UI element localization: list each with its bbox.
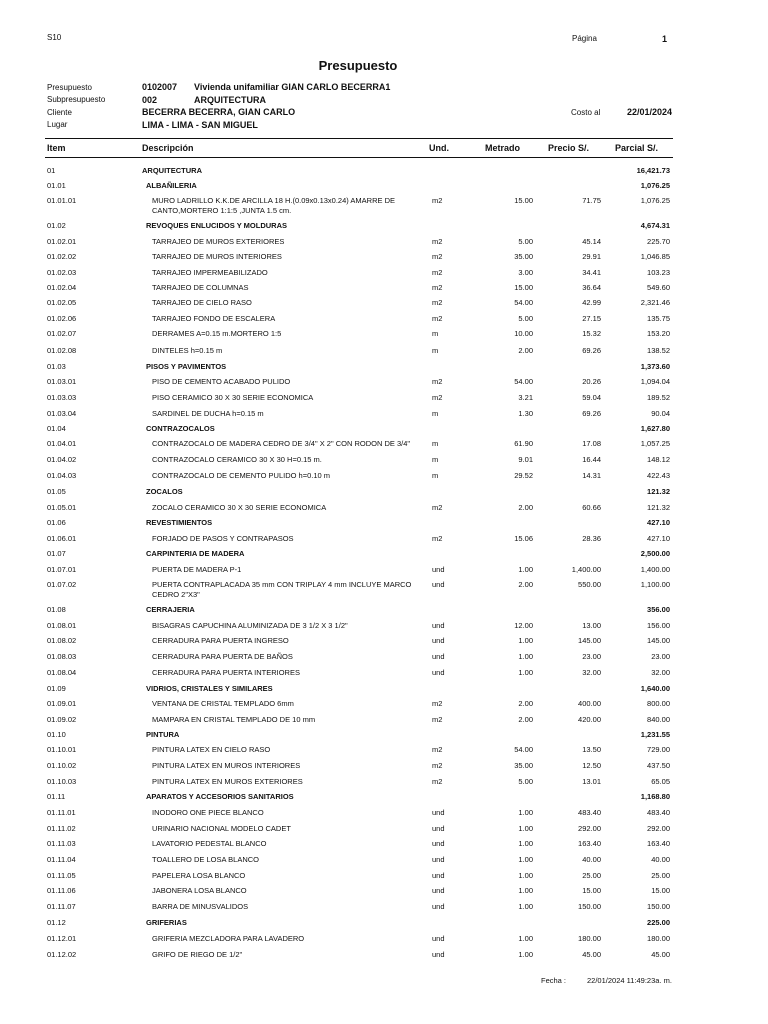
- row-metrado: 2.00: [518, 715, 533, 724]
- row-item-code: 01.01: [47, 181, 66, 190]
- row-metrado: 1.00: [518, 886, 533, 895]
- row-metrado: 35.00: [514, 761, 533, 770]
- row-item-code: 01.11.03: [47, 839, 76, 848]
- row-description: FORJADO DE PASOS Y CONTRAPASOS: [152, 534, 294, 543]
- lugar-label: Lugar: [47, 120, 68, 129]
- row-unit: m2: [432, 298, 443, 307]
- row-precio: 29.91: [582, 252, 601, 261]
- costo-label: Costo al: [571, 108, 601, 117]
- page-title: Presupuesto: [318, 58, 398, 73]
- row-item-code: 01.10.03: [47, 777, 77, 786]
- row-item-code: 01.08: [47, 605, 66, 614]
- row-parcial: 4,674.31: [640, 221, 670, 230]
- row-metrado: 15.00: [514, 283, 533, 292]
- row-parcial: 549.60: [647, 283, 670, 292]
- row-unit: m2: [432, 283, 443, 292]
- row-parcial: 1,094.04: [640, 377, 670, 386]
- row-parcial: 153.20: [647, 329, 670, 338]
- row-description: TARRAJEO DE MUROS INTERIORES: [152, 252, 282, 261]
- row-unit: und: [432, 839, 445, 848]
- row-metrado: 3.00: [518, 268, 533, 277]
- row-item-code: 01.02.07: [47, 329, 77, 338]
- row-unit: m2: [432, 196, 443, 205]
- row-parcial: 138.52: [647, 346, 670, 355]
- row-parcial: 2,321.46: [640, 298, 670, 307]
- row-precio: 420.00: [578, 715, 601, 724]
- row-description: GRIFO DE RIEGO DE 1/2": [152, 950, 243, 959]
- row-description: VIDRIOS, CRISTALES Y SIMILARES: [146, 684, 273, 693]
- row-item-code: 01.11.05: [47, 871, 76, 880]
- row-parcial: 150.00: [647, 902, 670, 911]
- row-item-code: 01.12.01: [47, 934, 77, 943]
- row-precio: 16.44: [582, 455, 601, 464]
- row-metrado: 1.00: [518, 950, 533, 959]
- row-description: BARRA DE MINUSVALIDOS: [152, 902, 249, 911]
- col-precio: Precio S/.: [548, 143, 590, 153]
- row-precio: 69.26: [582, 409, 601, 418]
- row-metrado: 5.00: [518, 237, 533, 246]
- row-parcial: 16,421.73: [636, 166, 670, 175]
- row-precio: 20.26: [582, 377, 601, 386]
- row-item-code: 01.11.02: [47, 824, 76, 833]
- row-unit: m2: [432, 761, 443, 770]
- subpresupuesto-name: ARQUITECTURA: [194, 95, 266, 105]
- row-parcial: 225.00: [647, 918, 670, 927]
- row-item-code: 01.07: [47, 549, 66, 558]
- row-parcial: 180.00: [647, 934, 670, 943]
- row-description: TARRAJEO DE MUROS EXTERIORES: [152, 237, 285, 246]
- row-parcial: 422.43: [647, 471, 670, 480]
- row-metrado: 61.90: [514, 439, 533, 448]
- row-metrado: 29.52: [514, 471, 533, 480]
- row-description: REVESTIMIENTOS: [146, 518, 213, 527]
- row-metrado: 1.00: [518, 871, 533, 880]
- row-description: CARPINTERIA DE MADERA: [146, 549, 245, 558]
- row-unit: und: [432, 636, 445, 645]
- row-item-code: 01.02.03: [47, 268, 77, 277]
- col-metrado: Metrado: [485, 143, 521, 153]
- row-parcial: 1,046.85: [640, 252, 670, 261]
- row-parcial: 103.23: [647, 268, 670, 277]
- row-item-code: 01.02.04: [47, 283, 77, 292]
- row-description: GRIFERIAS: [146, 918, 187, 927]
- row-parcial: 840.00: [647, 715, 670, 724]
- row-description: MAMPARA EN CRISTAL TEMPLADO DE 10 mm: [152, 715, 316, 724]
- row-precio: 45.14: [582, 237, 601, 246]
- row-item-code: 01.09.01: [47, 699, 77, 708]
- row-description: CONTRAZOCALO DE CEMENTO PULIDO h=0.10 m: [152, 471, 331, 480]
- row-item-code: 01.10.02: [47, 761, 77, 770]
- row-metrado: 54.00: [514, 745, 533, 754]
- row-description: SARDINEL DE DUCHA h=0.15 m: [152, 409, 264, 418]
- row-description: CONTRAZOCALO DE MADERA CEDRO DE 3/4" X 2" CON RODON DE 3/4": [152, 439, 411, 448]
- row-item-code: 01.12: [47, 918, 66, 927]
- row-unit: m: [432, 471, 439, 480]
- row-precio: 180.00: [578, 934, 601, 943]
- row-precio: 23.00: [582, 652, 601, 661]
- row-description: CERRADURA PARA PUERTA DE BAÑOS: [152, 652, 293, 661]
- row-metrado: 2.00: [518, 699, 533, 708]
- row-metrado: 1.00: [518, 808, 533, 817]
- cliente-value: BECERRA BECERRA, GIAN CARLO: [142, 107, 296, 117]
- row-precio: 14.31: [582, 471, 601, 480]
- row-precio: 45.00: [582, 950, 601, 959]
- row-description: PINTURA: [146, 730, 180, 739]
- row-item-code: 01: [47, 166, 56, 175]
- row-parcial: 1,168.80: [640, 792, 670, 801]
- row-metrado: 1.00: [518, 636, 533, 645]
- row-item-code: 01.06.01: [47, 534, 77, 543]
- row-unit: m2: [432, 377, 443, 386]
- row-metrado: 1.00: [518, 902, 533, 911]
- row-precio: 17.08: [582, 439, 601, 448]
- row-precio: 163.40: [578, 839, 601, 848]
- row-description: APARATOS Y ACCESORIOS SANITARIOS: [146, 792, 294, 801]
- row-unit: m: [432, 329, 439, 338]
- row-parcial: 121.32: [647, 487, 670, 496]
- row-precio: 40.00: [582, 855, 601, 864]
- row-precio: 27.15: [582, 314, 601, 323]
- row-precio: 25.00: [582, 871, 601, 880]
- row-parcial: 25.00: [651, 871, 670, 880]
- row-metrado: 1.00: [518, 824, 533, 833]
- presupuesto-label: Presupuesto: [47, 83, 92, 92]
- row-item-code: 01.06: [47, 518, 66, 527]
- row-description: ALBAÑILERIA: [146, 181, 197, 190]
- row-precio: 36.64: [582, 283, 601, 292]
- row-description: URINARIO NACIONAL MODELO CADET: [152, 824, 291, 833]
- row-item-code: 01.02.01: [47, 237, 77, 246]
- row-item-code: 01.07.01: [47, 565, 77, 574]
- row-item-code: 01.08.03: [47, 652, 77, 661]
- row-unit: m2: [432, 745, 443, 754]
- row-parcial: 15.00: [651, 886, 670, 895]
- row-precio: 292.00: [578, 824, 601, 833]
- row-parcial: 40.00: [651, 855, 670, 864]
- row-description: CONTRAZOCALO CERAMICO 30 X 30 H=0.15 m.: [152, 455, 322, 464]
- row-unit: m2: [432, 699, 443, 708]
- row-description: CERRADURA PARA PUERTA INTERIORES: [152, 668, 300, 677]
- row-description: TARRAJEO FONDO DE ESCALERA: [152, 314, 276, 323]
- row-item-code: 01.11: [47, 792, 66, 801]
- row-metrado: 1.00: [518, 668, 533, 677]
- row-parcial: 225.70: [647, 237, 670, 246]
- row-item-code: 01.02.06: [47, 314, 77, 323]
- row-precio: 12.50: [582, 761, 601, 770]
- row-unit: und: [432, 824, 445, 833]
- row-unit: m2: [432, 534, 443, 543]
- row-unit: m2: [432, 314, 443, 323]
- row-metrado: 1.30: [518, 409, 533, 418]
- row-description: MURO LADRILLO K.K.DE ARCILLA 18 H.(0.09x0.13x0.24) AMARRE DE CANTO,MORTERO 1:1:5 ,JUNTA 1.5 cm.: [152, 196, 396, 215]
- row-parcial: 32.00: [651, 668, 670, 677]
- row-metrado: 2.00: [518, 346, 533, 355]
- col-item: Item: [47, 143, 66, 153]
- col-und: Und.: [429, 143, 449, 153]
- row-metrado: 15.06: [514, 534, 533, 543]
- presupuesto-name: Vivienda unifamiliar GIAN CARLO BECERRA1: [194, 82, 391, 92]
- row-metrado: 2.00: [518, 580, 533, 589]
- row-precio: 15.32: [582, 329, 601, 338]
- row-item-code: 01.01.01: [47, 196, 77, 205]
- row-metrado: 1.00: [518, 934, 533, 943]
- row-metrado: 5.00: [518, 314, 533, 323]
- row-item-code: 01.03.03: [47, 393, 77, 402]
- row-description: TARRAJEO IMPERMEABILIZADO: [152, 268, 268, 277]
- row-parcial: 23.00: [651, 652, 670, 661]
- row-metrado: 54.00: [514, 298, 533, 307]
- row-description: PISOS Y PAVIMENTOS: [146, 362, 227, 371]
- row-parcial: 1,231.55: [640, 730, 670, 739]
- row-item-code: 01.08.01: [47, 621, 77, 630]
- row-parcial: 156.00: [647, 621, 670, 630]
- row-item-code: 01.11.01: [47, 808, 76, 817]
- row-metrado: 1.00: [518, 652, 533, 661]
- subpresupuesto-code: 002: [142, 95, 158, 105]
- row-precio: 400.00: [578, 699, 601, 708]
- row-parcial: 437.50: [647, 761, 670, 770]
- row-unit: m2: [432, 777, 443, 786]
- row-unit: m2: [432, 268, 443, 277]
- row-item-code: 01.12.02: [47, 950, 77, 959]
- row-precio: 1,400.00: [571, 565, 601, 574]
- costo-date: 22/01/2024: [627, 107, 673, 117]
- row-description: JABONERA LOSA BLANCO: [152, 886, 247, 895]
- row-item-code: 01.11.07: [47, 902, 76, 911]
- row-parcial: 1,640.00: [640, 684, 670, 693]
- row-precio: 13.50: [582, 745, 601, 754]
- page-number: 1: [662, 34, 668, 44]
- row-item-code: 01.11.04: [47, 855, 76, 864]
- row-description: TARRAJEO DE COLUMNAS: [152, 283, 249, 292]
- col-parcial: Parcial S/.: [615, 143, 659, 153]
- fecha-label: Fecha :: [541, 976, 567, 985]
- row-description: PUERTA CONTRAPLACADA 35 mm CON TRIPLAY 4 mm INCLUYE MARCO CEDRO 2"X3": [152, 580, 412, 599]
- row-precio: 150.00: [578, 902, 601, 911]
- row-description: BISAGRAS CAPUCHINA ALUMINIZADA DE 3 1/2 X 3 1/2": [152, 621, 348, 630]
- row-item-code: 01.03.01: [47, 377, 77, 386]
- row-unit: m2: [432, 237, 443, 246]
- row-precio: 69.26: [582, 346, 601, 355]
- row-item-code: 01.02.05: [47, 298, 77, 307]
- row-parcial: 1,100.00: [640, 580, 670, 589]
- row-parcial: 121.32: [647, 503, 670, 512]
- row-unit: und: [432, 950, 445, 959]
- row-parcial: 356.00: [647, 605, 670, 614]
- row-precio: 60.66: [582, 503, 601, 512]
- row-precio: 32.00: [582, 668, 601, 677]
- row-item-code: 01.07.02: [47, 580, 77, 589]
- row-unit: m2: [432, 715, 443, 724]
- row-description: PINTURA LATEX EN MUROS EXTERIORES: [152, 777, 303, 786]
- row-unit: und: [432, 855, 445, 864]
- row-metrado: 1.00: [518, 839, 533, 848]
- row-unit: m: [432, 346, 439, 355]
- row-description: VENTANA DE CRISTAL TEMPLADO 6mm: [152, 699, 294, 708]
- page-label: Página: [572, 34, 597, 43]
- row-metrado: 10.00: [514, 329, 533, 338]
- row-item-code: 01.03: [47, 362, 66, 371]
- row-description: GRIFERIA MEZCLADORA PARA LAVADERO: [152, 934, 305, 943]
- row-parcial: 1,627.80: [640, 424, 670, 433]
- row-metrado: 54.00: [514, 377, 533, 386]
- row-item-code: 01.02.02: [47, 252, 77, 261]
- row-description: INODORO ONE PIECE BLANCO: [152, 808, 264, 817]
- row-item-code: 01.02: [47, 221, 66, 230]
- row-parcial: 45.00: [651, 950, 670, 959]
- row-parcial: 1,076.25: [640, 181, 670, 190]
- row-parcial: 65.05: [651, 777, 670, 786]
- row-description: PUERTA DE MADERA P-1: [152, 565, 242, 574]
- row-precio: 13.01: [582, 777, 601, 786]
- row-item-code: 01.08.02: [47, 636, 77, 645]
- row-unit: m: [432, 409, 439, 418]
- row-item-code: 01.04: [47, 424, 66, 433]
- row-parcial: 1,373.60: [640, 362, 670, 371]
- row-metrado: 35.00: [514, 252, 533, 261]
- row-unit: m: [432, 455, 439, 464]
- row-parcial: 148.12: [647, 455, 670, 464]
- row-precio: 42.99: [582, 298, 601, 307]
- row-parcial: 90.04: [651, 409, 670, 418]
- row-parcial: 483.40: [647, 808, 670, 817]
- presupuesto-code: 0102007: [142, 82, 178, 92]
- row-parcial: 427.10: [647, 518, 670, 527]
- row-parcial: 2,500.00: [640, 549, 670, 558]
- col-descripcion: Descripción: [142, 143, 194, 153]
- row-parcial: 729.00: [647, 745, 670, 754]
- row-precio: 28.36: [582, 534, 601, 543]
- row-parcial: 1,057.25: [640, 439, 670, 448]
- row-description: CONTRAZOCALOS: [146, 424, 215, 433]
- row-parcial: 800.00: [647, 699, 670, 708]
- report-code: S10: [47, 33, 62, 42]
- row-description: ZOCALOS: [146, 487, 183, 496]
- row-description: DERRAMES A=0.15 m.MORTERO 1:5: [152, 329, 282, 338]
- row-description: PINTURA LATEX EN CIELO RASO: [152, 745, 271, 754]
- row-unit: und: [432, 902, 445, 911]
- row-metrado: 2.00: [518, 503, 533, 512]
- row-item-code: 01.03.04: [47, 409, 77, 418]
- row-item-code: 01.04.02: [47, 455, 77, 464]
- row-item-code: 01.09: [47, 684, 66, 693]
- row-precio: 34.41: [582, 268, 601, 277]
- row-unit: m2: [432, 503, 443, 512]
- row-precio: 550.00: [578, 580, 601, 589]
- row-item-code: 01.05: [47, 487, 66, 496]
- row-parcial: 427.10: [647, 534, 670, 543]
- row-unit: und: [432, 652, 445, 661]
- row-parcial: 163.40: [647, 839, 670, 848]
- row-item-code: 01.11.06: [47, 886, 76, 895]
- row-description: PISO CERAMICO 30 X 30 SERIE ECONOMICA: [152, 393, 314, 402]
- row-precio: 483.40: [578, 808, 601, 817]
- row-description: PAPELERA LOSA BLANCO: [152, 871, 246, 880]
- row-precio: 145.00: [578, 636, 601, 645]
- row-item-code: 01.04.03: [47, 471, 77, 480]
- row-unit: und: [432, 565, 445, 574]
- row-description: TARRAJEO DE CIELO RASO: [152, 298, 252, 307]
- row-metrado: 9.01: [518, 455, 533, 464]
- row-precio: 15.00: [582, 886, 601, 895]
- row-parcial: 292.00: [647, 824, 670, 833]
- row-unit: und: [432, 621, 445, 630]
- lugar-value: LIMA - LIMA - SAN MIGUEL: [142, 120, 258, 130]
- row-unit: m2: [432, 393, 443, 402]
- row-metrado: 3.21: [518, 393, 533, 402]
- row-parcial: 1,076.25: [640, 196, 670, 205]
- row-parcial: 135.75: [647, 314, 670, 323]
- row-unit: und: [432, 808, 445, 817]
- row-unit: und: [432, 886, 445, 895]
- row-description: TOALLERO DE LOSA BLANCO: [152, 855, 259, 864]
- fecha-value: 22/01/2024 11:49:23a. m.: [587, 976, 672, 985]
- row-description: ARQUITECTURA: [142, 166, 202, 175]
- row-metrado: 1.00: [518, 565, 533, 574]
- row-item-code: 01.04.01: [47, 439, 77, 448]
- row-metrado: 1.00: [518, 855, 533, 864]
- row-item-code: 01.02.08: [47, 346, 77, 355]
- row-precio: 71.75: [582, 196, 601, 205]
- cliente-label: Cliente: [47, 108, 72, 117]
- row-precio: 13.00: [582, 621, 601, 630]
- row-description: LAVATORIO PEDESTAL BLANCO: [152, 839, 267, 848]
- row-description: ZOCALO CERAMICO 30 X 30 SERIE ECONOMICA: [152, 503, 327, 512]
- subpresupuesto-label: Subpresupuesto: [47, 95, 106, 104]
- row-metrado: 5.00: [518, 777, 533, 786]
- row-description: DINTELES h=0.15 m: [152, 346, 223, 355]
- row-unit: m: [432, 439, 439, 448]
- row-parcial: 1,400.00: [640, 565, 670, 574]
- row-parcial: 145.00: [647, 636, 670, 645]
- row-precio: 59.04: [582, 393, 601, 402]
- row-description: CERRAJERIA: [146, 605, 195, 614]
- row-item-code: 01.05.01: [47, 503, 77, 512]
- row-unit: m2: [432, 252, 443, 261]
- row-description: PISO DE CEMENTO ACABADO PULIDO: [152, 377, 291, 386]
- row-unit: und: [432, 934, 445, 943]
- row-item-code: 01.10: [47, 730, 66, 739]
- row-parcial: 189.52: [647, 393, 670, 402]
- row-metrado: 15.00: [514, 196, 533, 205]
- row-unit: und: [432, 580, 445, 589]
- row-item-code: 01.10.01: [47, 745, 77, 754]
- row-description: CERRADURA PARA PUERTA INGRESO: [152, 636, 289, 645]
- row-item-code: 01.08.04: [47, 668, 77, 677]
- row-unit: und: [432, 668, 445, 677]
- row-unit: und: [432, 871, 445, 880]
- row-metrado: 12.00: [514, 621, 533, 630]
- row-item-code: 01.09.02: [47, 715, 77, 724]
- row-description: REVOQUES ENLUCIDOS Y MOLDURAS: [146, 221, 287, 230]
- row-description: PINTURA LATEX EN MUROS INTERIORES: [152, 761, 301, 770]
